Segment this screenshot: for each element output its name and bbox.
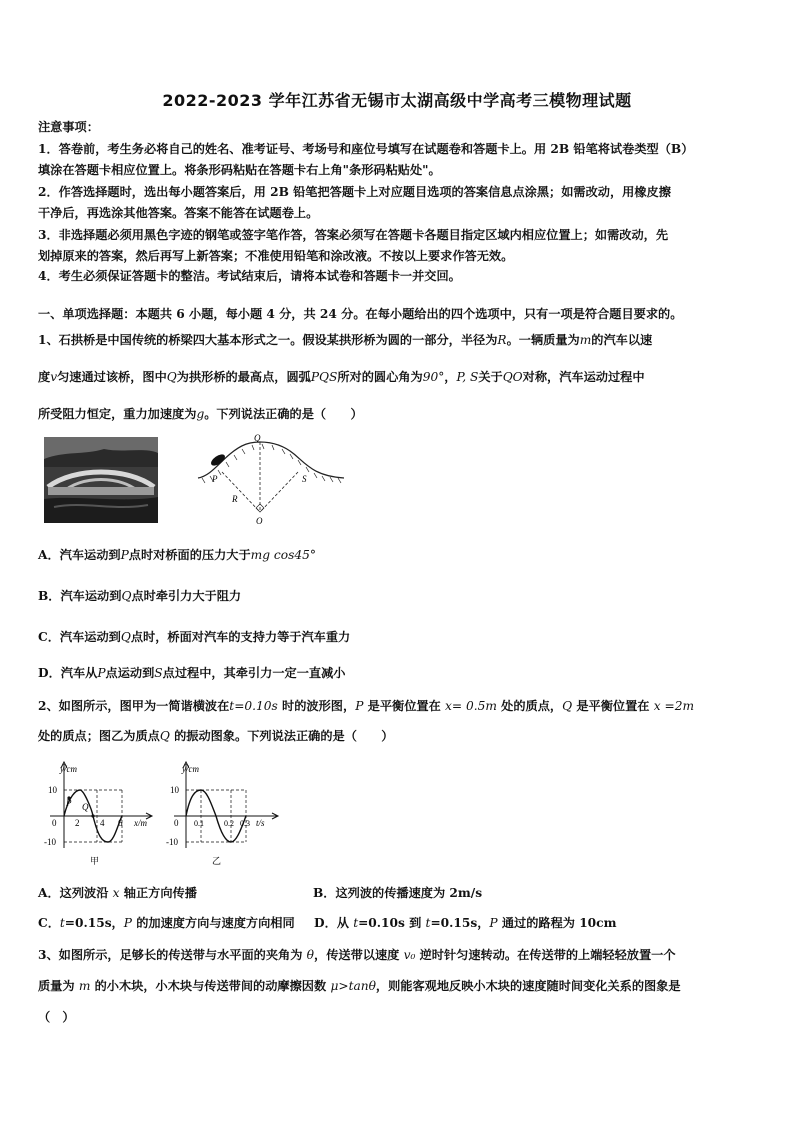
var-Q: Q bbox=[120, 630, 131, 644]
q1-text: 的汽车以速 bbox=[591, 333, 653, 347]
option-text: 轴正方向传播 bbox=[119, 886, 197, 900]
q1-text: 。下列说法正确的是（ ） bbox=[204, 407, 363, 421]
q1-option-c[interactable] bbox=[38, 628, 350, 645]
var-Q: Q bbox=[159, 729, 170, 743]
var-mu: μ>tanθ bbox=[330, 979, 376, 993]
var-QO: QO bbox=[502, 370, 523, 384]
line-PO bbox=[222, 472, 260, 512]
var-Q: Q bbox=[166, 370, 177, 384]
q2-text: 时的波形图， bbox=[277, 699, 356, 713]
x-label: x/m bbox=[134, 818, 147, 828]
option-text: A．汽车运动到 bbox=[38, 548, 121, 562]
var-g: g bbox=[196, 407, 205, 421]
q1-text: 度 bbox=[38, 370, 51, 384]
q1-line-1 bbox=[38, 331, 652, 348]
label-S: S bbox=[302, 474, 307, 484]
var-m: m bbox=[78, 979, 91, 993]
var-P: P bbox=[355, 699, 364, 713]
var-t: t bbox=[59, 916, 65, 930]
option-text: =0.15s， bbox=[64, 916, 124, 930]
q3-line-1 bbox=[38, 946, 676, 963]
option-text: 通过的路程为 10cm bbox=[497, 916, 617, 930]
q2-text: 处的质点， bbox=[496, 699, 563, 713]
var-x: x= 0.5m bbox=[445, 699, 497, 713]
option-text: C．汽车运动到 bbox=[38, 630, 121, 644]
q3-text: ，传送带以速度 bbox=[314, 948, 404, 962]
var-v0: v₀ bbox=[403, 948, 416, 962]
q2-option-a[interactable] bbox=[38, 884, 197, 901]
x-tick-2: 2 bbox=[75, 818, 80, 828]
x-tick-6: 6 bbox=[118, 818, 123, 828]
option-text: A．这列波沿 bbox=[38, 886, 113, 900]
var-R: R bbox=[497, 333, 507, 347]
option-text: C． bbox=[38, 916, 60, 930]
var-mgcos45: mg cos45° bbox=[250, 548, 316, 562]
y-tick-neg10: -10 bbox=[44, 837, 56, 847]
q2-text: 处的质点；图乙为质点 bbox=[38, 729, 160, 743]
t-tick-0.3: 0.3 bbox=[240, 819, 250, 828]
option-text: B．汽车运动到 bbox=[38, 589, 122, 603]
option-text: =0.10s 到 bbox=[358, 916, 426, 930]
q1-option-d[interactable] bbox=[38, 664, 345, 681]
y-tick-neg10: -10 bbox=[166, 837, 178, 847]
q2-text: 是平衡位置在 bbox=[363, 699, 446, 713]
var-90deg: 90° bbox=[422, 370, 445, 384]
t-tick-0.1: 0.1 bbox=[194, 819, 204, 828]
x-tick-4: 4 bbox=[100, 818, 105, 828]
var-Q: Q bbox=[562, 699, 573, 713]
q3-text: 逆时针匀速转动。在传送带的上端轻轻放置一个 bbox=[415, 948, 676, 962]
q3-text: 3、如图所示，足够长的传送带与水平面的夹角为 bbox=[38, 948, 307, 962]
option-text: 的加速度方向与速度方向相同 bbox=[131, 916, 295, 930]
option-text: 点时对桥面的压力大于 bbox=[128, 548, 251, 562]
point-Q bbox=[91, 814, 94, 817]
q1-text: 1、石拱桥是中国传统的桥梁四大基本形式之一。假设某拱形桥为圆的一部分，半径为 bbox=[38, 333, 498, 347]
q2-text: 2、如图所示，图甲为一简谐横波在 bbox=[38, 699, 230, 713]
option-text: =0.15s， bbox=[430, 916, 490, 930]
caption-jia: 甲 bbox=[90, 856, 100, 866]
notice-line-6: 划掉原来的答案，然后再写上新答案；不准使用铅笔和涂改液。不按以上要求作答无效。 bbox=[38, 249, 514, 263]
notice-line-2: 填涂在答题卡相应位置上。将条形码粘贴在答题卡右上角"条形码粘贴处"。 bbox=[38, 163, 441, 177]
vibration-graph-yi bbox=[164, 760, 284, 868]
q1-line-3 bbox=[38, 405, 363, 422]
t-tick-0.2: 0.2 bbox=[224, 819, 234, 828]
option-text: 点过程中，其牵引力一定一直减小 bbox=[162, 666, 346, 680]
section-heading: 一、单项选择题：本题共 6 小题，每小题 4 分，共 24 分。在每小题给出的四个选项中，只有一项是符合题目要求的。 bbox=[38, 307, 683, 321]
q2-option-d[interactable] bbox=[314, 914, 616, 931]
wave-graph-jia bbox=[40, 760, 160, 868]
label-P: P bbox=[212, 474, 218, 484]
y-tick-10: 10 bbox=[48, 785, 57, 795]
q3-line-3: （ ） bbox=[38, 1010, 75, 1024]
q2-option-c[interactable] bbox=[38, 914, 295, 931]
var-x: x bbox=[112, 886, 120, 900]
var-m: m bbox=[579, 333, 592, 347]
q3-line-2 bbox=[38, 977, 681, 994]
q1-option-b[interactable] bbox=[38, 587, 241, 604]
option-text: D．汽车从 bbox=[38, 666, 98, 680]
q1-line-2 bbox=[38, 368, 645, 385]
q2-line-1 bbox=[38, 697, 694, 714]
q3-text: ，则能客观地反映小木块的速度随时间变化关系的图象是 bbox=[375, 979, 681, 993]
page-title: 2022-2023 学年江苏省无锡市太湖高级中学高考三模物理试题 bbox=[162, 91, 632, 110]
q2-option-b[interactable]: B．这列波的传播速度为 2m/s bbox=[313, 886, 483, 900]
option-text: 点运动到 bbox=[105, 666, 155, 680]
label-P: P bbox=[66, 798, 72, 808]
notice-heading: 注意事项： bbox=[38, 120, 99, 134]
y-tick-10: 10 bbox=[170, 785, 179, 795]
notice-line-1: 1．答卷前，考生务必将自己的姓名、准考证号、考场号和座位号填写在试题卷和答题卡上。用 2B 铅笔将试卷类型（B） bbox=[38, 142, 694, 156]
var-t: t bbox=[425, 916, 431, 930]
option-text: 点时，桥面对汽车的支持力等于汽车重力 bbox=[130, 630, 351, 644]
notice-line-5: 3．非选择题必须用黑色字迹的钢笔或签字笔作答，答案必须写在答题卡各题目指定区域内相应位置上；如需改动，先 bbox=[38, 228, 669, 242]
var-P: P bbox=[123, 916, 132, 930]
var-v: v bbox=[50, 370, 58, 384]
q1-text: 匀速通过该桥，图中 bbox=[57, 370, 167, 384]
var-theta: θ bbox=[306, 948, 315, 962]
q3-text: 质量为 bbox=[38, 979, 79, 993]
var-Q: Q bbox=[121, 589, 132, 603]
line-SO bbox=[260, 472, 298, 512]
q2-text: 是平衡位置在 bbox=[572, 699, 654, 713]
label-Q: Q bbox=[254, 434, 261, 443]
x-label: t/s bbox=[256, 818, 265, 828]
q2-line-2 bbox=[38, 727, 394, 744]
origin-label: 0 bbox=[52, 818, 57, 828]
q1-text: 对称，汽车运动过程中 bbox=[522, 370, 645, 384]
q1-text: 。一辆质量为 bbox=[506, 333, 580, 347]
var-P: P bbox=[120, 548, 129, 562]
var-PS: P, S bbox=[456, 370, 479, 384]
var-PQS: PQS bbox=[310, 370, 338, 384]
hatching bbox=[202, 444, 341, 483]
var-t: t=0.10s bbox=[229, 699, 278, 713]
var-P: P bbox=[97, 666, 106, 680]
notice-line-4: 干净后，再选涂其他答案。答案不能答在试题卷上。 bbox=[38, 206, 319, 220]
q1-text: ， bbox=[444, 370, 457, 384]
origin-label: 0 bbox=[174, 818, 179, 828]
q1-text: 所对的圆心角为 bbox=[337, 370, 423, 384]
y-label: y/cm bbox=[60, 764, 77, 774]
label-O: O bbox=[256, 516, 263, 526]
y-label: y/cm bbox=[182, 764, 199, 774]
bridge-photo bbox=[44, 437, 158, 523]
notice-line-7: 4．考生必须保证答题卡的整洁。考试结束后，请将本试卷和答题卡一并交回。 bbox=[38, 269, 461, 283]
var-S: S bbox=[154, 666, 163, 680]
option-text: 点时牵引力大于阻力 bbox=[131, 589, 242, 603]
q1-text: 所受阻力恒定，重力加速度为 bbox=[38, 407, 197, 421]
label-R: R bbox=[232, 494, 238, 504]
q1-text: 关于 bbox=[478, 370, 503, 384]
option-text: D．从 bbox=[314, 916, 354, 930]
notice-line-3: 2．作答选择题时，选出每小题答案后，用 2B 铅笔把答题卡上对应题目选项的答案信息点涂黑；如需改动，用橡皮擦 bbox=[38, 185, 671, 199]
var-x: x =2m bbox=[653, 699, 695, 713]
q1-text: 为拱形桥的最高点，圆弧 bbox=[176, 370, 311, 384]
var-t: t bbox=[353, 916, 359, 930]
q3-text: 的小木块，小木块与传送带间的动摩擦因数 bbox=[90, 979, 331, 993]
q1-option-a[interactable] bbox=[38, 546, 316, 563]
arch-bridge-diagram bbox=[196, 434, 348, 528]
label-Q: Q bbox=[82, 802, 89, 812]
var-P: P bbox=[489, 916, 498, 930]
q2-text: 的振动图象。下列说法正确的是（ ） bbox=[169, 729, 394, 743]
caption-yi: 乙 bbox=[212, 856, 222, 866]
